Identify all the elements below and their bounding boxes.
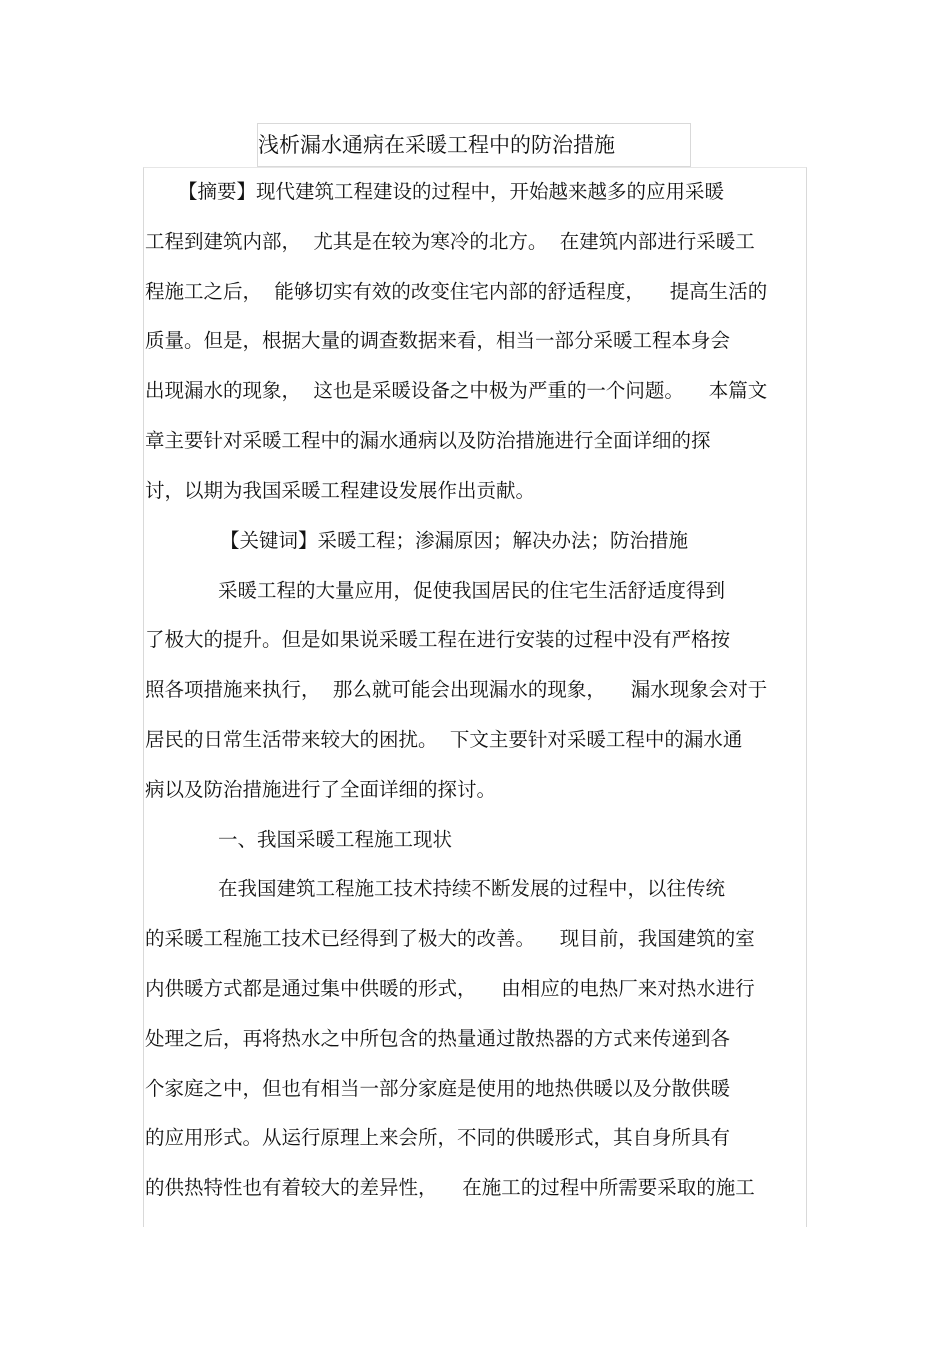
abstract-line-1: 【摘要】现代建筑工程建设的过程中，开始越来越多的应用采暖	[178, 180, 725, 203]
section1-line-4: 处理之后，再将热水之中所包含的热量通过散热器的方式来传递到各	[145, 1027, 731, 1050]
section1-line-2: 的采暖工程施工技术已经得到了极大的改善。 现目前，我国建筑的室	[145, 927, 755, 950]
section-heading-1: 一、我国采暖工程施工现状	[218, 828, 453, 851]
abstract-line-3: 程施工之后， 能够切实有效的改变住宅内部的舒适程度， 提高生活的	[145, 280, 768, 303]
abstract-line-4: 质量。但是，根据大量的调查数据来看，相当一部分采暖工程本身会	[145, 329, 731, 352]
abstract-line-2: 工程到建筑内部， 尤其是在较为寒冷的北方。 在建筑内部进行采暖工	[145, 230, 755, 253]
section1-line-7: 的供热特性也有着较大的差异性， 在施工的过程中所需要采取的施工	[145, 1176, 755, 1199]
section1-line-5: 个家庭之中，但也有相当一部分家庭是使用的地热供暖以及分散供暖	[145, 1077, 731, 1100]
intro-line-4: 居民的日常生活带来较大的困扰。 下文主要针对采暖工程中的漏水通	[145, 728, 743, 751]
abstract-line-7: 讨，以期为我国采暖工程建设发展作出贡献。	[145, 479, 536, 502]
section1-line-3: 内供暖方式都是通过集中供暖的形式， 由相应的电热厂来对热水进行	[145, 977, 755, 1000]
section1-line-6: 的应用形式。从运行原理上来会所，不同的供暖形式，其自身所具有	[145, 1126, 731, 1149]
section1-line-1: 在我国建筑工程施工技术持续不断发展的过程中，以往传统	[218, 877, 726, 900]
intro-line-3: 照各项措施来执行， 那么就可能会出现漏水的现象， 漏水现象会对于	[145, 678, 768, 701]
abstract-line-6: 章主要针对采暖工程中的漏水通病以及防治措施进行全面详细的探	[145, 429, 711, 452]
intro-line-2: 了极大的提升。但是如果说采暖工程在进行安装的过程中没有严格按	[145, 628, 731, 651]
intro-line-5: 病以及防治措施进行了全面详细的探讨。	[145, 778, 497, 801]
abstract-line-5: 出现漏水的现象， 这也是采暖设备之中极为严重的一个问题。 本篇文	[145, 379, 768, 402]
keywords-line: 【关键词】采暖工程；渗漏原因；解决办法；防治措施	[220, 529, 689, 552]
intro-line-1: 采暖工程的大量应用，促使我国居民的住宅生活舒适度得到	[218, 579, 726, 602]
document-title: 浅析漏水通病在采暖工程中的防治措施	[258, 133, 615, 157]
